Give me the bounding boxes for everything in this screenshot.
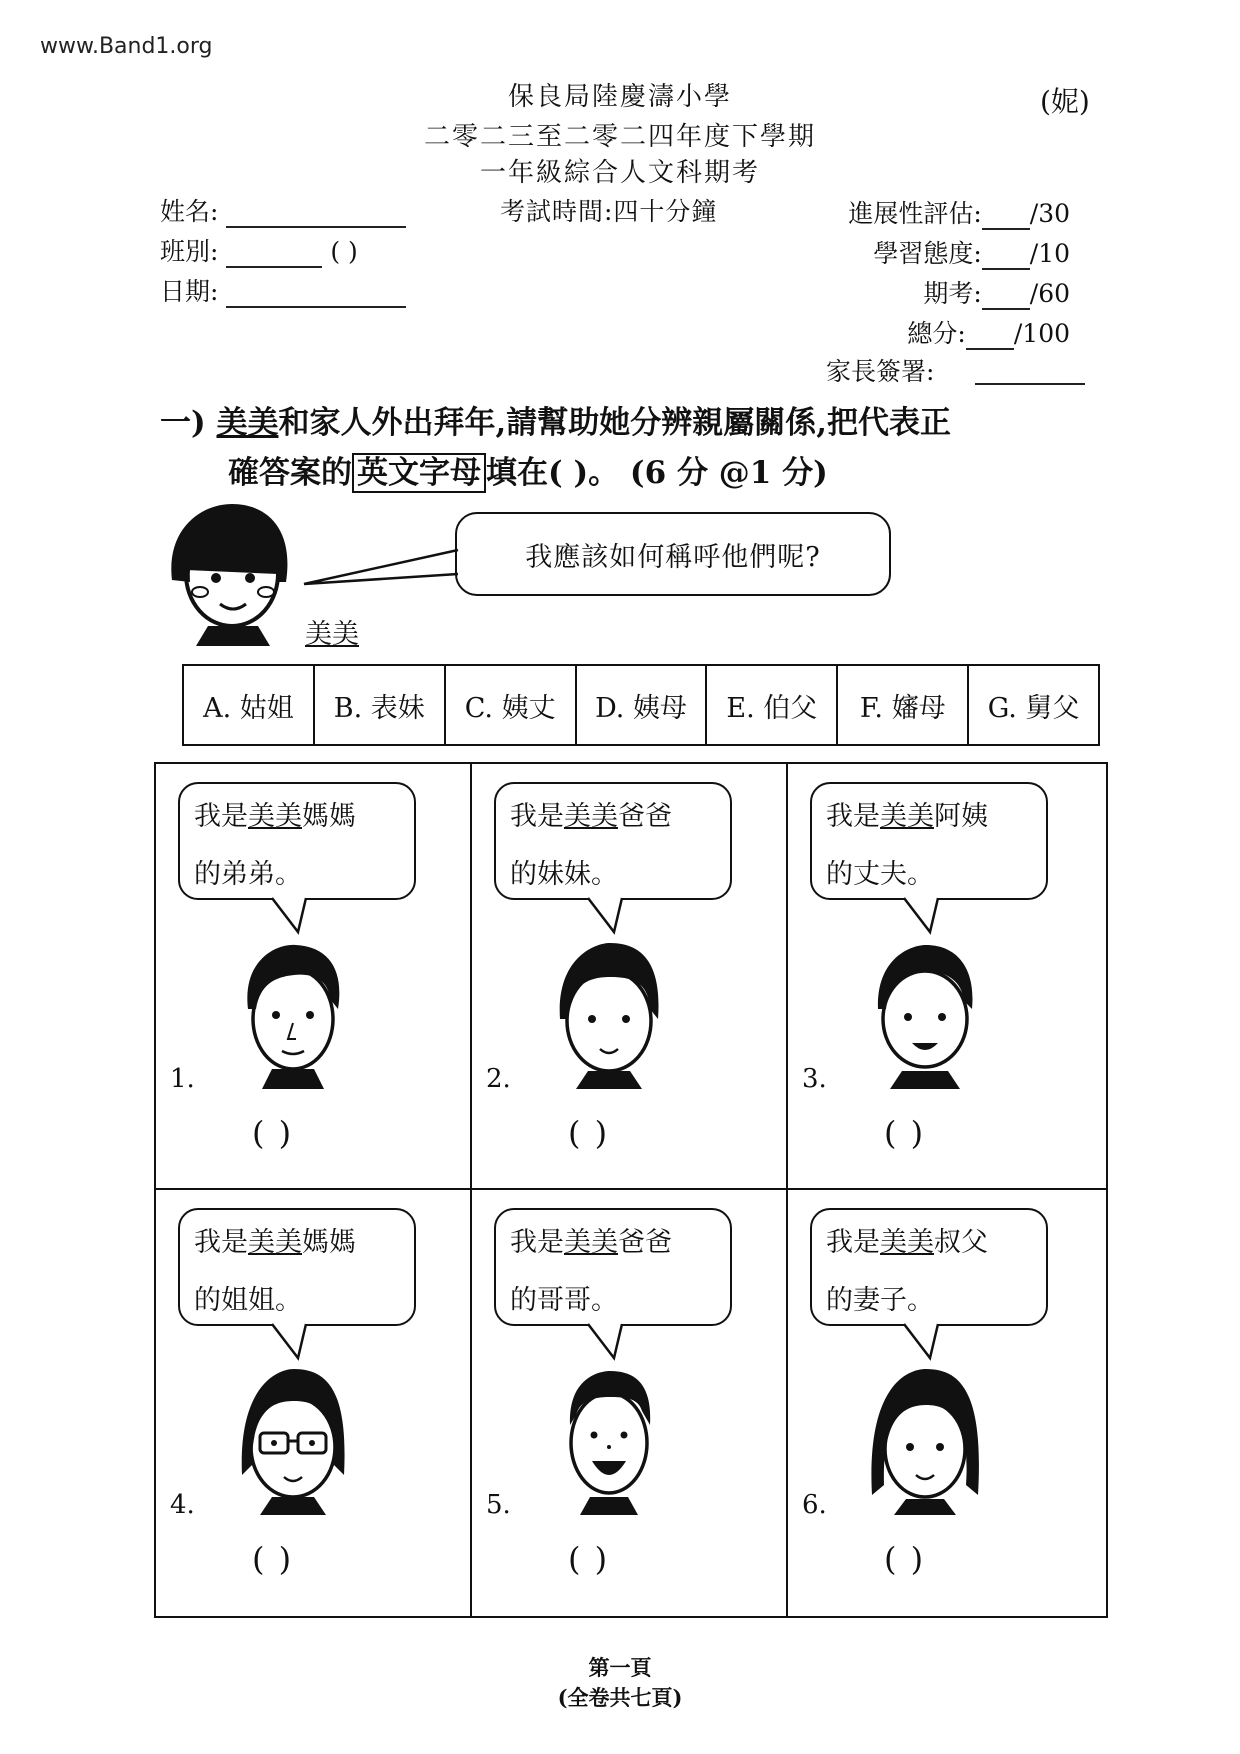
site-url: www.Band1.org bbox=[40, 34, 213, 59]
item-number-1: 1. bbox=[170, 1064, 195, 1094]
date-field[interactable] bbox=[160, 272, 406, 308]
parent-sign-blank[interactable] bbox=[975, 383, 1085, 385]
option-f: F. 嬸母 bbox=[838, 666, 969, 744]
answer-blank-2[interactable]: ( ) bbox=[568, 1114, 610, 1152]
uncle-in-law-face-icon bbox=[870, 939, 980, 1089]
answer-blank-6[interactable]: ( ) bbox=[884, 1540, 926, 1578]
speech-bubble-4: 我是美美媽媽 的姐姐。 bbox=[178, 1208, 416, 1326]
item-number-6: 6. bbox=[802, 1490, 827, 1520]
option-b: B. 表妹 bbox=[315, 666, 446, 744]
meimei-name-label: 美美 bbox=[305, 619, 359, 650]
answer-options-table bbox=[182, 664, 1100, 746]
parent-sign-label: 家長簽署: bbox=[826, 357, 935, 386]
answer-blank-1[interactable]: ( ) bbox=[252, 1114, 294, 1152]
score-attitude: 學習態度: /10 bbox=[873, 239, 1070, 268]
option-c: C. 姨丈 bbox=[446, 666, 577, 744]
school-name: 保良局陸慶濤小學 bbox=[507, 82, 732, 112]
page-total: (全卷共七頁) bbox=[557, 1685, 683, 1710]
answer-blank-4[interactable]: ( ) bbox=[252, 1540, 294, 1578]
relatives-grid bbox=[154, 762, 1108, 1618]
class-label: 班別: bbox=[160, 237, 219, 266]
option-g: G. 舅父 bbox=[987, 692, 1080, 724]
relative-cell-1 bbox=[156, 764, 472, 1190]
item-number-4: 4. bbox=[170, 1490, 195, 1520]
question-1-instruction: 一) 美美和家人外出拜年,請幫助她分辨親屬關係,把代表正 確答案的 英文字母 填在( )。 (6 分 @1 分) bbox=[160, 405, 952, 491]
speech-bubble-1: 我是美美媽媽 的弟弟。 bbox=[178, 782, 416, 900]
item-number-2: 2. bbox=[486, 1064, 511, 1094]
speech-bubble-5: 我是美美爸爸 的哥哥。 bbox=[494, 1208, 732, 1326]
name-field[interactable] bbox=[160, 192, 406, 228]
bubble-tail bbox=[300, 540, 460, 590]
score-total: 總分: /100 bbox=[907, 319, 1070, 348]
speech-bubble-3: 我是美美阿姨 的丈夫。 bbox=[810, 782, 1048, 900]
answer-blank-5[interactable]: ( ) bbox=[568, 1540, 610, 1578]
name-blank[interactable] bbox=[226, 204, 406, 228]
aunt-glasses-face-icon bbox=[238, 1365, 348, 1515]
term-title: 二零二三至二零二四年度下學期 bbox=[423, 122, 816, 152]
speech-bubble-6: 我是美美叔父 的妻子。 bbox=[810, 1208, 1048, 1326]
class-blank[interactable] bbox=[226, 244, 322, 268]
option-e: E. 伯父 bbox=[707, 666, 838, 744]
uncle-smiling-face-icon bbox=[554, 1365, 664, 1515]
date-label: 日期: bbox=[160, 277, 219, 306]
uncle-face-icon bbox=[238, 939, 348, 1089]
speech-bubble-2: 我是美美爸爸 的妹妹。 bbox=[494, 782, 732, 900]
page-number: 第一頁 bbox=[588, 1655, 652, 1680]
option-d: D. 姨母 bbox=[577, 666, 708, 744]
relative-cell-2 bbox=[472, 764, 788, 1190]
relative-cell-3 bbox=[788, 764, 1104, 1190]
item-number-5: 5. bbox=[486, 1490, 511, 1520]
relative-cell-6 bbox=[788, 1190, 1104, 1616]
corner-mark: (妮) bbox=[1040, 85, 1090, 118]
aunt-face-icon bbox=[554, 939, 664, 1089]
auntie-face-icon bbox=[870, 1365, 980, 1515]
relative-cell-5 bbox=[472, 1190, 788, 1616]
score-progress: 進展性評估: /30 bbox=[848, 199, 1070, 228]
class-field[interactable] bbox=[160, 232, 358, 268]
score-exam: 期考: /60 bbox=[923, 279, 1070, 308]
option-a: A. 姑姐 bbox=[184, 666, 315, 744]
meimei-speech-bubble: 我應該如何稱呼他們呢? bbox=[455, 512, 891, 596]
exam-title: 一年級綜合人文科期考 bbox=[479, 158, 760, 188]
answer-blank-3[interactable]: ( ) bbox=[884, 1114, 926, 1152]
class-number-paren: ( ) bbox=[330, 237, 358, 266]
name-label: 姓名: bbox=[160, 197, 219, 226]
item-number-3: 3. bbox=[802, 1064, 827, 1094]
exam-time: 考試時間:四十分鐘 bbox=[500, 197, 718, 226]
meimei-girl-icon bbox=[160, 500, 300, 646]
date-blank[interactable] bbox=[226, 284, 406, 308]
relative-cell-4 bbox=[156, 1190, 472, 1616]
